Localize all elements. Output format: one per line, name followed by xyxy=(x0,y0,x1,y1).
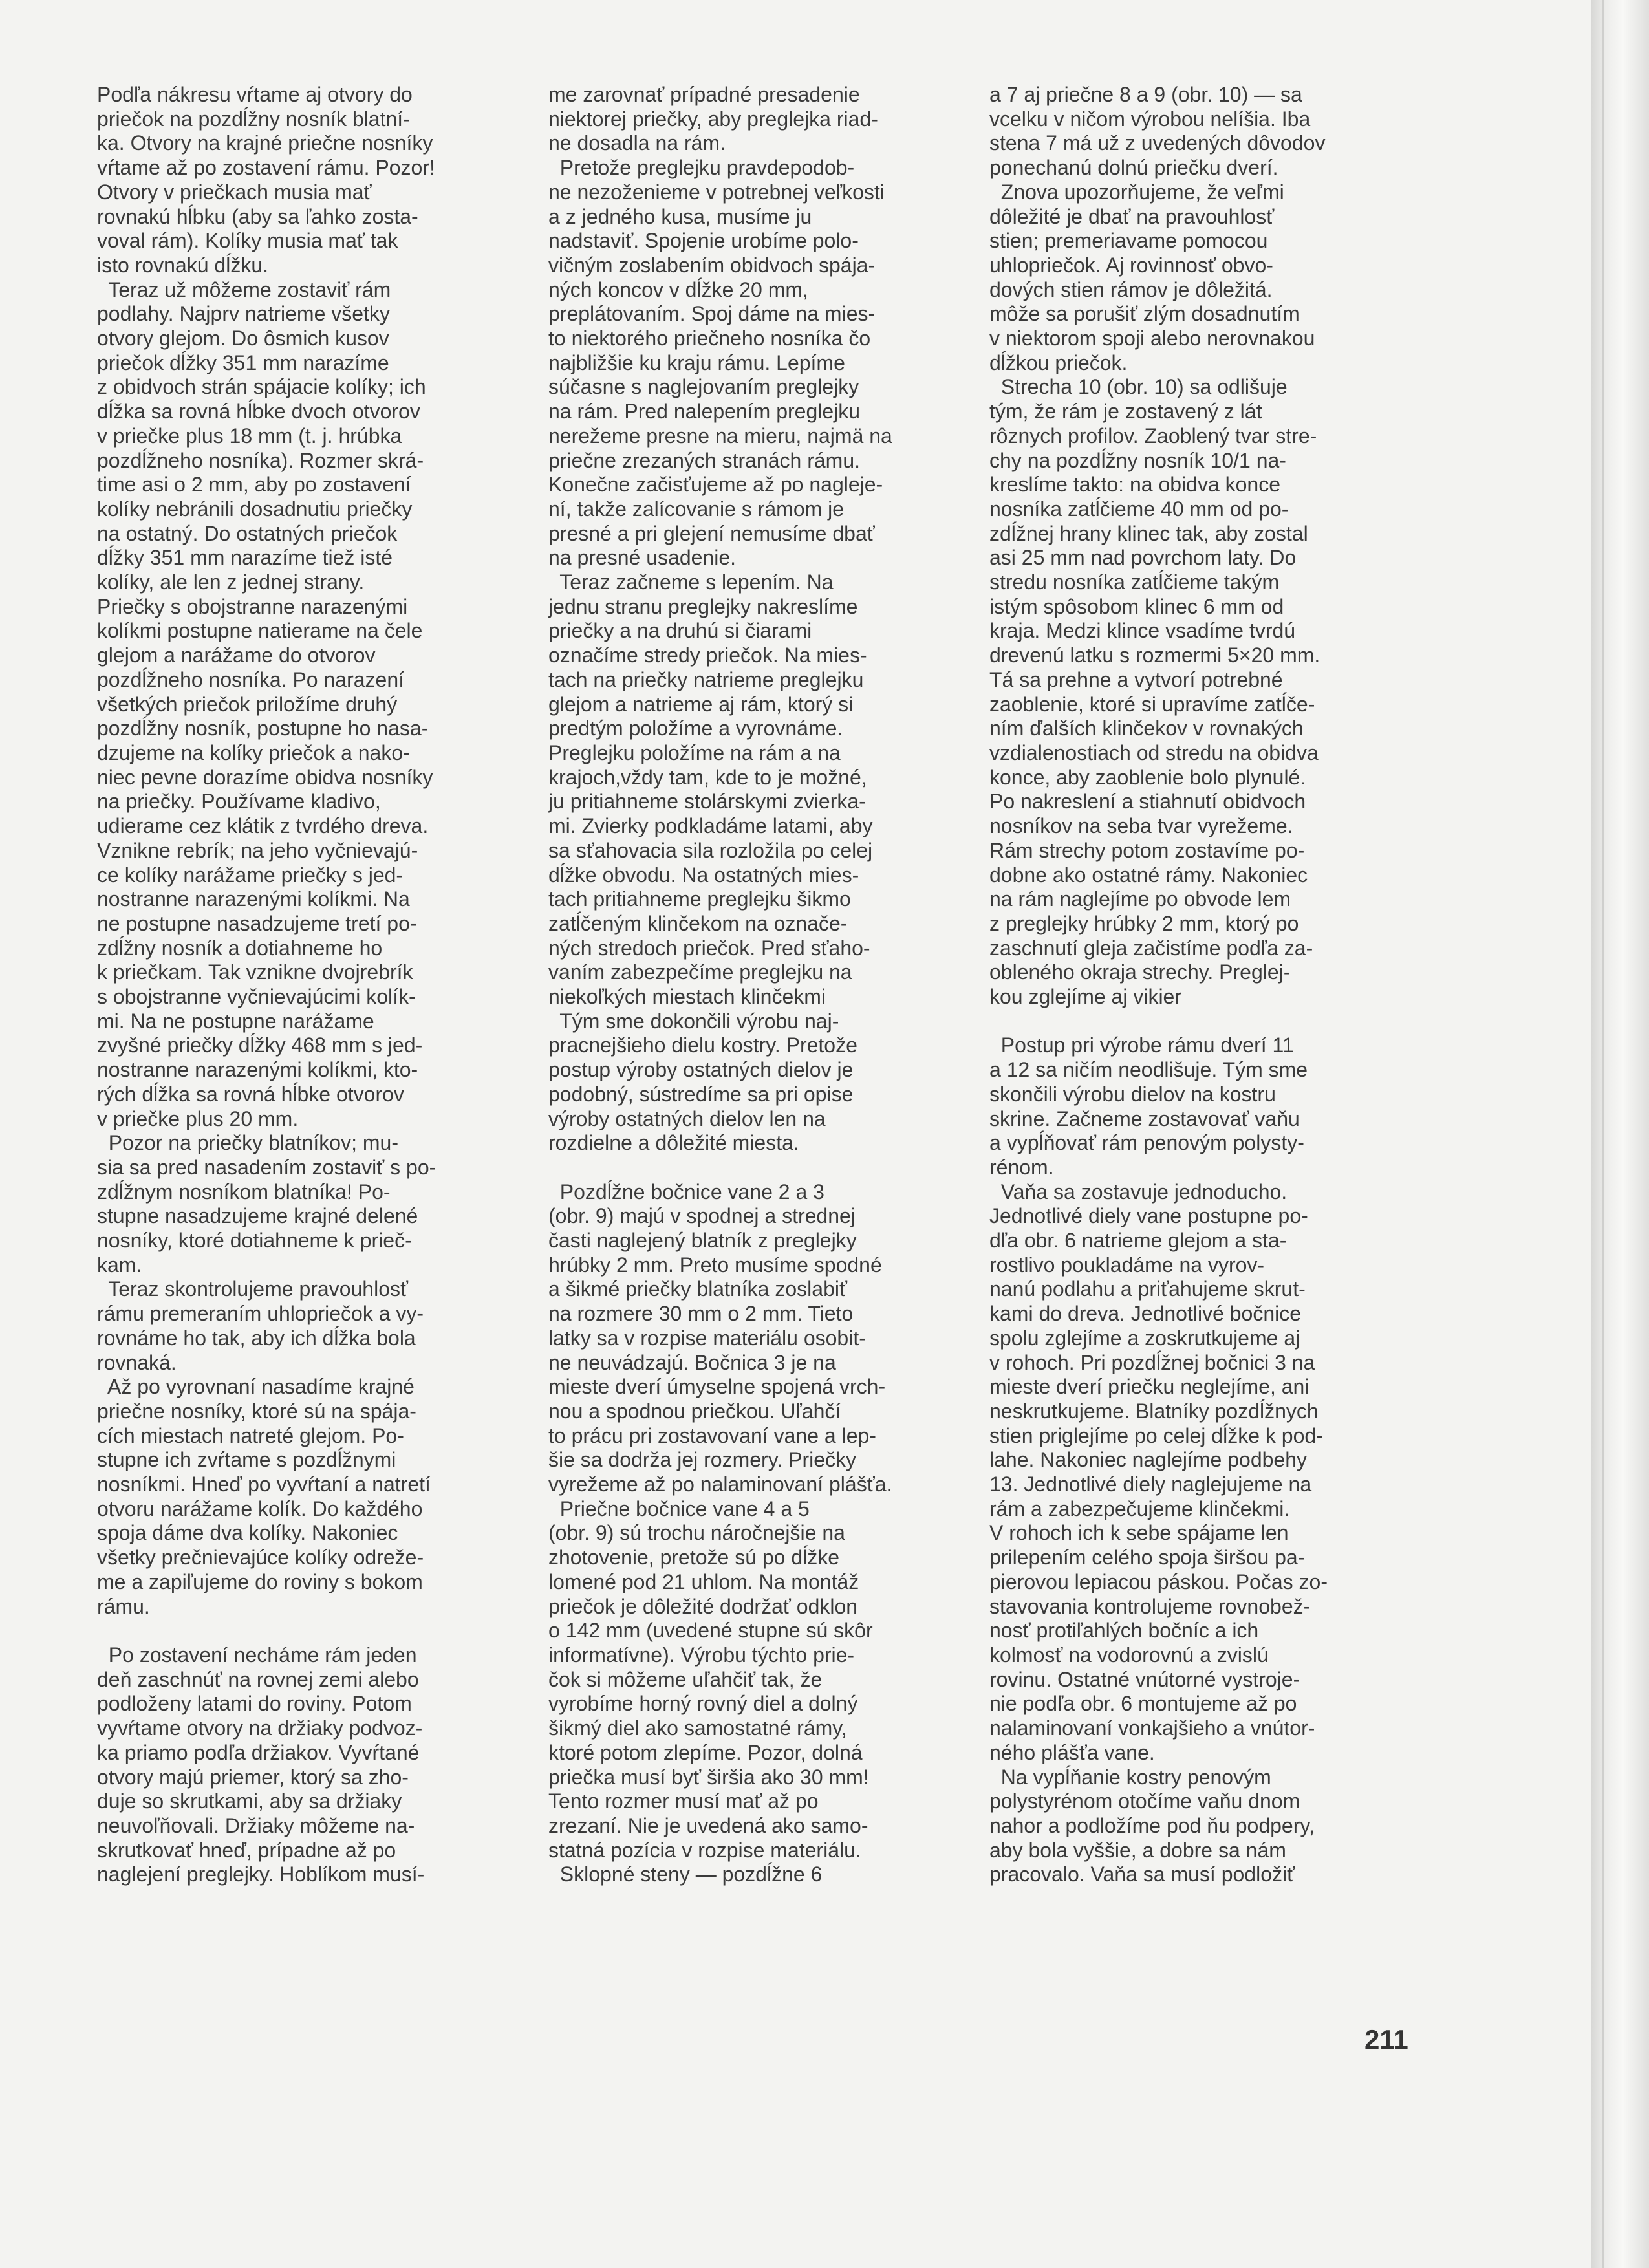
text-line: Znova upozorňujeme, že veľmi xyxy=(989,180,1284,204)
text-line: na priečky. Používame kladivo, xyxy=(97,790,381,814)
text-line: kolíky, ale len z jednej strany. xyxy=(97,570,365,594)
text-line: ne dosadla na rám. xyxy=(548,131,726,155)
text-line: 13. Jednotlivé diely naglejujeme na xyxy=(989,1473,1312,1496)
text-line: dôležité je dbať na pravouhlosť xyxy=(989,204,1275,228)
text-line: zdĺžnej hrany klinec tak, aby zostal xyxy=(989,521,1308,545)
text-line: prilepením celého spoja širšou pa- xyxy=(989,1546,1305,1570)
text-line: rovnakú hĺbku (aby sa ľahko zosta- xyxy=(97,204,418,228)
text-line: priečka musí byť širšia ako 30 mm! xyxy=(548,1765,869,1789)
text-line: konce, aby zaoblenie bolo plynulé. xyxy=(989,765,1306,789)
text-line: Teraz skontrolujeme pravouhlosť xyxy=(97,1277,408,1301)
text-line: priečok na pozdĺžny nosník blatní- xyxy=(97,107,410,131)
text-line: niektorej priečky, aby preglejka riad- xyxy=(548,107,878,131)
text-line: dĺžka sa rovná hĺbke dvoch otvorov xyxy=(97,400,420,424)
text-line: zhotovenie, pretože sú po dĺžke xyxy=(548,1546,840,1570)
text-line: vŕtame až po zostavení rámu. Pozor! xyxy=(97,156,435,180)
text-column-right xyxy=(989,83,1424,1887)
text-line: Rám strechy potom zostavíme po- xyxy=(989,838,1305,862)
text-line: skrutkovať hneď, prípadne až po xyxy=(97,1838,396,1862)
text-line: rovnáme ho tak, aby ich dĺžka bola xyxy=(97,1326,416,1350)
text-line: vičným zoslabením obidvoch spája- xyxy=(548,253,876,277)
text-line: otvory glejom. Do ôsmich kusov xyxy=(97,327,389,351)
text-line: ponechanú dolnú priečku dverí. xyxy=(989,156,1278,180)
text-line: tach pritiahneme preglejku šikmo xyxy=(548,887,851,911)
text-line: všetky prečnievajúce kolíky odreže- xyxy=(97,1546,424,1570)
text-line: vzdialenostiach od stredu na obidva xyxy=(989,740,1319,764)
text-line: rovnaká. xyxy=(97,1350,177,1374)
text-line: latky sa v rozpise materiálu osobit- xyxy=(548,1326,866,1350)
text-line: ní, takže zalícovanie s rámom je xyxy=(548,497,845,521)
text-line: časti naglejený blatník z preglejky xyxy=(548,1229,857,1253)
text-line: šie sa dodrža jej rozmery. Priečky xyxy=(548,1448,856,1472)
text-line: Pretože preglejku pravdepodob- xyxy=(548,156,855,180)
text-line: Po nakreslení a stiahnutí obidvoch xyxy=(989,790,1306,814)
text-line: ka priamo podľa držiakov. Vyvŕtané xyxy=(97,1740,420,1764)
text-line: šikmý diel ako samostatné rámy, xyxy=(548,1716,847,1740)
text-line: Tým sme dokončili výrobu naj- xyxy=(548,1009,839,1033)
text-line: naglejení preglejky. Hoblíkom musí- xyxy=(97,1863,425,1886)
text-line: a 7 aj priečne 8 a 9 (obr. 10) — sa xyxy=(989,83,1302,106)
text-line: dobne ako ostatné rámy. Nakoniec xyxy=(989,863,1308,887)
text-line: preplátovaním. Spoj dáme na mies- xyxy=(548,302,876,326)
text-line: skončili výrobu dielov na kostru xyxy=(989,1082,1276,1106)
text-line: na presné usadenie. xyxy=(548,546,736,570)
text-line: skrine. Začneme zostavovať vaňu xyxy=(989,1107,1300,1130)
text-line: priečne zrezaných stranách rámu. xyxy=(548,448,860,472)
text-line: sa sťahovacia sila rozložila po celej xyxy=(548,838,873,862)
text-line: time asi o 2 mm, aby po zostavení xyxy=(97,473,411,497)
text-line: otvory majú priemer, ktorý sa zho- xyxy=(97,1765,409,1789)
text-line: nostranne narazenými kolíkmi. Na xyxy=(97,887,410,911)
text-line: ného plášťa vane. xyxy=(989,1740,1155,1764)
text-line: me zarovnať prípadné presadenie xyxy=(548,83,860,106)
text-line: súčasne s naglejovaním preglejky xyxy=(548,375,859,399)
text-line: statná pozícia v rozpise materiálu. xyxy=(548,1838,861,1862)
text-line: zrezaní. Nie je uvedená ako samo- xyxy=(548,1813,868,1837)
text-line: pozdĺžneho nosníka. Po narazení xyxy=(97,667,404,691)
text-line: dĺžky 351 mm narazíme tiež isté xyxy=(97,546,393,570)
text-line: vyrežeme až po nalaminovaní plášťa. xyxy=(548,1473,892,1496)
text-line: stena 7 má už z uvedených dôvodov xyxy=(989,131,1326,155)
text-line: Teraz už môžeme zostaviť rám xyxy=(97,277,391,301)
text-line: stupne nasadzujeme krajné delené xyxy=(97,1204,418,1228)
text-line: priečky a na druhú si čiarami xyxy=(548,619,812,643)
text-line: mieste dverí priečku neglejíme, ani xyxy=(989,1375,1310,1399)
text-line: (obr. 9) sú trochu náročnejšie na xyxy=(548,1521,845,1545)
page-number: 211 xyxy=(1364,2024,1408,2055)
text-line: Teraz začneme s lepením. Na xyxy=(548,570,834,594)
text-line: zatĺčeným klinčekom na označe- xyxy=(548,911,848,935)
text-line: duje so skrutkami, aby sa držiaky xyxy=(97,1789,402,1813)
text-line: Pozdĺžne bočnice vane 2 a 3 xyxy=(548,1180,824,1204)
text-line: nostranne narazenými kolíkmi, kto- xyxy=(97,1058,418,1082)
text-line: isto rovnakú dĺžku. xyxy=(97,253,269,277)
text-line: mieste dverí úmyselne spojená vrch- xyxy=(548,1375,886,1399)
text-line: stien priglejíme po celej dĺžke k pod- xyxy=(989,1423,1323,1447)
text-line: ne nezoženieme v potrebnej veľkosti xyxy=(548,180,885,204)
text-line: zdĺžny nosník a dotiahneme ho xyxy=(97,936,383,960)
text-line: vaním zabezpečíme preglejku na xyxy=(548,960,852,984)
text-line: stavovania kontrolujeme rovnobež- xyxy=(989,1594,1311,1618)
text-line: predtým položíme a vyrovnáme. xyxy=(548,717,843,740)
text-line: udierame cez klátik z tvrdého dreva. xyxy=(97,814,429,838)
text-line: rých dĺžka sa rovná hĺbke otvorov xyxy=(97,1082,404,1106)
text-line: asi 25 mm nad povrchom laty. Do xyxy=(989,546,1297,570)
text-line: priečok je dôležité dodržať odklon xyxy=(548,1594,858,1618)
text-line: V rohoch ich k sebe spájame len xyxy=(989,1521,1289,1545)
text-line: nerežeme presne na mieru, najmä na xyxy=(548,424,892,448)
text-line: dľa obr. 6 natrieme glejom a sta- xyxy=(989,1229,1287,1253)
text-line: nahor a podložíme pod ňu podpery, xyxy=(989,1813,1315,1837)
text-line: stupne ich zvŕtame s pozdĺžnymi xyxy=(97,1448,396,1472)
text-line: Tento rozmer musí mať až po xyxy=(548,1789,819,1813)
text-line: tým, že rám je zostavený z lát xyxy=(989,400,1262,424)
text-line: výroby ostatných dielov len na xyxy=(548,1107,826,1130)
text-line: nou a spodnou priečkou. Uľahčí xyxy=(548,1399,841,1423)
text-line: Až po vyrovnaní nasadíme krajné xyxy=(97,1375,415,1399)
text-line: nadstaviť. Spojenie urobíme polo- xyxy=(548,229,859,253)
text-line: nalaminovaní vonkajšieho a vnútor- xyxy=(989,1716,1315,1740)
text-line: cích miestach natreté glejom. Po- xyxy=(97,1423,404,1447)
text-line: a vypĺňovať rám penovým polysty- xyxy=(989,1131,1304,1155)
text-line: rámu premeraním uhlopriečok a vy- xyxy=(97,1302,424,1326)
text-line: priečne nosníky, ktoré sú na spája- xyxy=(97,1399,416,1423)
text-line: rénom. xyxy=(989,1155,1054,1179)
text-line: niekoľkých miestach klinčekmi xyxy=(548,985,826,1009)
text-line: najbližšie ku kraju rámu. Lepíme xyxy=(548,351,845,374)
text-line: ce kolíky narážame priečky s jed- xyxy=(97,863,404,887)
text-line: spoja dáme dva kolíky. Nakoniec xyxy=(97,1521,398,1545)
text-line: Tá sa prehne a vytvorí potrebné xyxy=(989,667,1283,691)
text-line: nanú podlahu a priťahujeme skrut- xyxy=(989,1277,1306,1301)
text-column-left xyxy=(97,83,517,1887)
text-line: tach na priečky natrieme preglejku xyxy=(548,667,864,691)
text-line: kam. xyxy=(97,1253,142,1277)
text-line: označíme stredy priečok. Na mies- xyxy=(548,643,867,667)
text-line: to niektorého priečneho nosníka čo xyxy=(548,327,871,351)
text-line: ním ďalších klinčekov v rovnakých xyxy=(989,717,1304,740)
text-line: vyvŕtame otvory na držiaky podvoz- xyxy=(97,1716,423,1740)
text-line xyxy=(97,1619,517,1643)
text-line: neuvoľňovali. Držiaky môžeme na- xyxy=(97,1813,415,1837)
text-line: nie podľa obr. 6 montujeme až po xyxy=(989,1692,1297,1716)
text-line: stien; premeriavame pomocou xyxy=(989,229,1268,253)
text-line: aby bola vyššie, a dobre sa nám xyxy=(989,1838,1286,1862)
text-line: podloženy latami do roviny. Potom xyxy=(97,1692,412,1716)
text-line: pozdĺžny nosník, postupne ho nasa- xyxy=(97,717,429,740)
text-line: niec pevne dorazíme obidva nosníky xyxy=(97,765,433,789)
text-line: ju pritiahneme stolárskymi zvierka- xyxy=(548,790,866,814)
text-line: istým spôsobom klinec 6 mm od xyxy=(989,594,1284,618)
text-line: dĺžke obvodu. Na ostatných mies- xyxy=(548,863,859,887)
text-line: obleného okraja strechy. Preglej- xyxy=(989,960,1291,984)
text-line: s obojstranne vyčnievajúcimi kolík- xyxy=(97,985,416,1009)
text-line: zvyšné priečky dĺžky 468 mm s jed- xyxy=(97,1033,423,1057)
text-line: v priečke plus 18 mm (t. j. hrúbka xyxy=(97,424,402,448)
text-line: dzujeme na kolíky priečok a nako- xyxy=(97,740,410,764)
text-line: kolmosť na vodorovnú a zvislú xyxy=(989,1643,1269,1667)
text-line: Preglejku položíme na rám a na xyxy=(548,740,841,764)
text-column-middle xyxy=(548,83,975,1887)
text-line: na ostatný. Do ostatných priečok xyxy=(97,521,398,545)
text-line: z preglejky hrúbky 2 mm, ktorý po xyxy=(989,911,1299,935)
text-line: Na vypĺňanie kostry penovým xyxy=(989,1765,1271,1789)
text-line: kreslíme takto: na obidva konce xyxy=(989,473,1281,497)
text-line: na rozmere 30 mm o 2 mm. Tieto xyxy=(548,1302,854,1326)
text-line: dĺžkou priečok. xyxy=(989,351,1128,374)
text-line: pracovalo. Vaňa sa musí podložiť xyxy=(989,1863,1295,1886)
text-line: v rohoch. Pri pozdĺžnej bočnici 3 na xyxy=(989,1350,1315,1374)
page-edge-shadow xyxy=(1602,0,1604,2268)
text-line: a 12 sa ničím neodlišuje. Tým sme xyxy=(989,1058,1308,1082)
text-line: polystyrénom otočíme vaňu dnom xyxy=(989,1789,1300,1813)
text-line: vyrobíme horný rovný diel a dolný xyxy=(548,1692,858,1716)
text-line: nosť protiľahlých bočníc a ich xyxy=(989,1619,1259,1643)
text-line: a šikmé priečky blatníka zoslabiť xyxy=(548,1277,847,1301)
text-line: podobný, sústredíme sa pri opise xyxy=(548,1082,854,1106)
text-line: z obidvoch strán spájacie kolíky; ich xyxy=(97,375,426,399)
text-line: ka. Otvory na krajné priečne nosníky xyxy=(97,131,433,155)
text-line: glejom a narážame do otvorov xyxy=(97,643,376,667)
text-line: Strecha 10 (obr. 10) sa odlišuje xyxy=(989,375,1288,399)
book-gutter xyxy=(1591,0,1649,2268)
text-line: zaoblenie, ktoré si upravíme zatĺče- xyxy=(989,692,1315,716)
text-line: ne neuvádzajú. Bočnica 3 je na xyxy=(548,1350,836,1374)
text-line: informatívne). Výrobu týchto prie- xyxy=(548,1643,855,1667)
text-line: kolíky nebránili dosadnutiu priečky xyxy=(97,497,413,521)
text-line: pierovou lepiacou páskou. Počas zo- xyxy=(989,1570,1328,1593)
text-line: podlahy. Najprv natrieme všetky xyxy=(97,302,390,326)
text-line: to prácu pri zostavovaní vane a lep- xyxy=(548,1423,876,1447)
text-line: rostlivo poukladáme na vyrov- xyxy=(989,1253,1265,1277)
text-line: čok si môžeme uľahčiť tak, že xyxy=(548,1667,823,1691)
text-line: postup výroby ostatných dielov je xyxy=(548,1058,854,1082)
text-line: Konečne začisťujeme až po nagleje- xyxy=(548,473,883,497)
text-line: kami do dreva. Jednotlivé bočnice xyxy=(989,1302,1302,1326)
text-line: Pozor na priečky blatníkov; mu- xyxy=(97,1131,398,1155)
text-line: Jednotlivé diely vane postupne po- xyxy=(989,1204,1308,1228)
text-line: zaschnutí gleja začistíme podľa za- xyxy=(989,936,1313,960)
text-line: spolu zglejíme a zoskrutkujeme aj xyxy=(989,1326,1300,1350)
text-line: presné a pri glejení nemusíme dbať xyxy=(548,521,875,545)
text-line: hrúbky 2 mm. Preto musíme spodné xyxy=(548,1253,882,1277)
text-line: môže sa porušiť zlým dosadnutím xyxy=(989,302,1300,326)
text-line: k priečkam. Tak vznikne dvojrebrík xyxy=(97,960,413,984)
text-line: ných stredoch priečok. Pred sťaho- xyxy=(548,936,870,960)
text-line: nosníkmi. Hneď po vyvŕtaní a natretí xyxy=(97,1473,431,1496)
text-line: zdĺžnym nosníkom blatníka! Po- xyxy=(97,1180,391,1204)
text-line: glejom a natrieme aj rám, ktorý si xyxy=(548,692,854,716)
text-line: mi. Na ne postupne narážame xyxy=(97,1009,374,1033)
text-line: nosníkov na seba tvar vyrežeme. xyxy=(989,814,1293,838)
text-line: ktoré potom zlepíme. Pozor, dolná xyxy=(548,1740,863,1764)
text-line xyxy=(548,1156,975,1180)
text-line: pozdĺžneho nosníka). Rozmer skrá- xyxy=(97,448,424,472)
text-line: deň zaschnúť na rovnej zemi alebo xyxy=(97,1667,419,1691)
text-line: Vaňa sa zostavuje jednoducho. xyxy=(989,1180,1288,1204)
text-line: stredu nosníka zatĺčieme takým xyxy=(989,570,1280,594)
text-line xyxy=(989,1010,1424,1034)
text-line: rozdielne a dôležité miesta. xyxy=(548,1131,799,1155)
text-line: o 142 mm (uvedené stupne sú skôr xyxy=(548,1619,873,1643)
text-line: lahe. Nakoniec naglejíme podbehy xyxy=(989,1448,1307,1472)
text-line: kolíkmi postupne natierame na čele xyxy=(97,619,423,643)
text-line: pracnejšieho dielu kostry. Pretože xyxy=(548,1033,857,1057)
text-line: Priečne bočnice vane 4 a 5 xyxy=(548,1496,810,1520)
text-line: všetkých priečok priložíme druhý xyxy=(97,692,398,716)
text-line: chy na pozdĺžny nosník 10/1 na- xyxy=(989,448,1286,472)
text-line: kou zglejíme aj vikier xyxy=(989,985,1181,1009)
text-line: rovinu. Ostatné vnútorné vystroje- xyxy=(989,1667,1300,1691)
text-line: nosníky, ktoré dotiahneme k prieč- xyxy=(97,1229,412,1253)
text-line: Sklopné steny — pozdĺžne 6 xyxy=(548,1863,823,1886)
text-line: rôznych profilov. Zaoblený tvar stre- xyxy=(989,424,1317,448)
text-line: a z jedného kusa, musíme ju xyxy=(548,204,812,228)
text-line: ne postupne nasadzujeme tretí po- xyxy=(97,911,417,935)
text-line: priečok dĺžky 351 mm narazíme xyxy=(97,351,389,374)
text-line: Podľa nákresu vŕtame aj otvory do xyxy=(97,83,413,106)
text-line: Po zostavení necháme rám jeden xyxy=(97,1643,417,1667)
text-line: ných koncov v dĺžke 20 mm, xyxy=(548,277,808,301)
text-line: rámu. xyxy=(97,1594,150,1618)
text-line: mi. Zvierky podkladáme latami, aby xyxy=(548,814,873,838)
text-line: v priečke plus 20 mm. xyxy=(97,1107,299,1130)
text-line: drevenú latku s rozmermi 5×20 mm. xyxy=(989,643,1320,667)
text-line: na rám naglejíme po obvode lem xyxy=(989,887,1291,911)
text-line: v niektorom spoji alebo nerovnakou xyxy=(989,327,1315,351)
text-line: (obr. 9) majú v spodnej a strednej xyxy=(548,1204,856,1228)
text-line: Otvory v priečkach musia mať xyxy=(97,180,372,204)
text-line: me a zapiľujeme do roviny s bokom xyxy=(97,1570,423,1593)
text-line: jednu stranu preglejky nakreslíme xyxy=(548,594,858,618)
text-line: Vznikne rebrík; na jeho vyčnievajú- xyxy=(97,838,418,862)
text-line: na rám. Pred nalepením preglejku xyxy=(548,400,861,424)
text-line: uhlopriečok. Aj rovinnosť obvo- xyxy=(989,253,1273,277)
text-line: Priečky s obojstranne narazenými xyxy=(97,594,408,618)
text-line: kraja. Medzi klince vsadíme tvrdú xyxy=(989,619,1296,643)
text-line: otvoru narážame kolík. Do každého xyxy=(97,1496,423,1520)
text-line: sia sa pred nasadením zostaviť s po- xyxy=(97,1155,436,1179)
text-line: Postup pri výrobe rámu dverí 11 xyxy=(989,1033,1294,1057)
text-line: krajoch,vždy tam, kde to je možné, xyxy=(548,765,867,789)
text-line: nosníka zatĺčieme 40 mm od po- xyxy=(989,497,1289,521)
text-line: dových stien rámov je dôležitá. xyxy=(989,277,1273,301)
text-line: rám a zabezpečujeme klinčekmi. xyxy=(989,1496,1290,1520)
text-line: neskrutkujeme. Blatníky pozdĺžnych xyxy=(989,1399,1319,1423)
text-line: voval rám). Kolíky musia mať tak xyxy=(97,229,398,253)
text-line: vcelku v ničom výrobou nelíšia. Iba xyxy=(989,107,1311,131)
text-line: lomené pod 21 uhlom. Na montáž xyxy=(548,1570,859,1593)
